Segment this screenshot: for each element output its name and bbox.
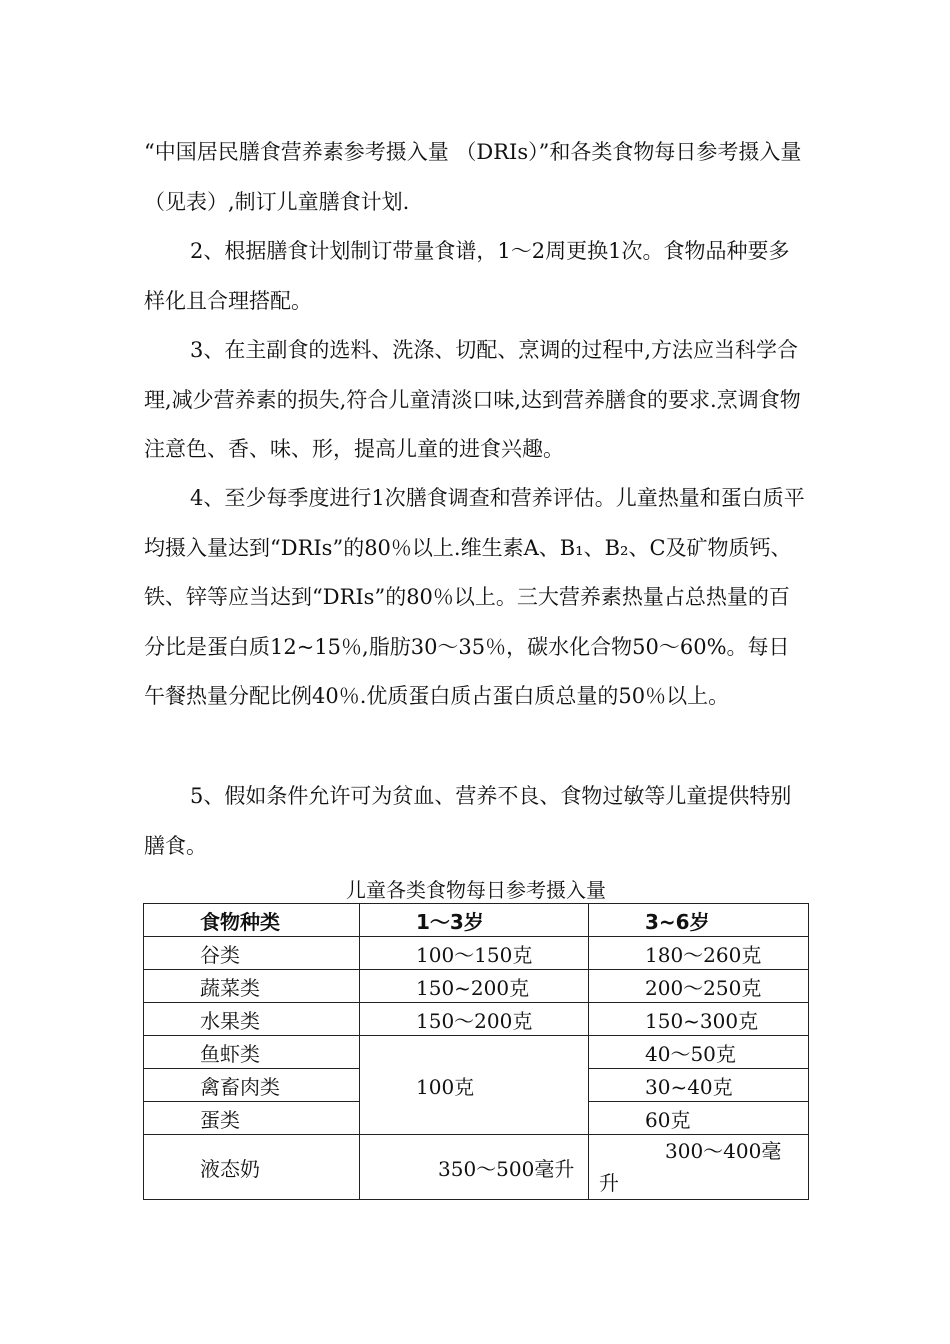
table-row — [144, 1003, 809, 1036]
table-header-row — [144, 904, 809, 937]
intake-3-6-cell: 40～50克 — [589, 1036, 809, 1069]
header-food-type: 食物种类 — [144, 904, 360, 937]
food-type-cell: 蔬菜类 — [144, 970, 360, 1003]
header-age-3-6: 3~6岁 — [589, 904, 809, 937]
intake-1-3-cell: 150～200克 — [360, 1003, 589, 1036]
paragraph-4: 4、至少每季度进行1次膳食调查和营养评估。儿童热量和蛋白质平均摄入量达到“DRIs”的80％以上.维生素A、B₁、B₂、C及矿物质钙、铁、锌等应当达到“DRIs”的80％以上。三大营养素热量占总热量的百分比是蛋白质12~15％,脂肪30～35％，碳水化合物50～60%。每日午餐热量分配比例40％.优质蛋白质占蛋白质总量的50％以上。 — [144, 486, 805, 708]
food-intake-table — [143, 903, 809, 1200]
food-type-cell: 禽畜肉类 — [144, 1069, 360, 1102]
table-row — [144, 1036, 809, 1069]
intake-1-3-cell: 350～500毫升 — [360, 1135, 589, 1200]
food-type-cell: 液态奶 — [144, 1135, 360, 1200]
intake-1-3-cell: 150~200克 — [360, 970, 589, 1003]
intake-1-3-cell: 100～150克 — [360, 937, 589, 970]
food-type-cell: 谷类 — [144, 937, 360, 970]
intake-1-3-merged-cell: 100克 — [360, 1036, 589, 1135]
intake-3-6-cell: 300～400毫升 — [589, 1135, 809, 1200]
paragraph-1: “中国居民膳食营养素参考摄入量 （DRIs）”和各类食物每日参考摄入量（见表）,制订儿童膳食计划. — [144, 140, 802, 214]
food-type-cell: 水果类 — [144, 1003, 360, 1036]
table-title: 儿童各类食物每日参考摄入量 — [346, 878, 606, 902]
table-row — [144, 1135, 809, 1200]
paragraph-3: 3、在主副食的选料、洗涤、切配、烹调的过程中,方法应当科学合理,减少营养素的损失,符合儿童清淡口味,达到营养膳食的要求.烹调食物注意色、香、味、形，提高儿童的进食兴趣。 — [144, 338, 801, 461]
table-row — [144, 970, 809, 1003]
paragraph-5: 5、假如条件允许可为贫血、营养不良、食物过敏等儿童提供特别膳食。 — [144, 784, 792, 858]
header-age-1-3: 1～3岁 — [360, 904, 589, 937]
intake-3-6-cell: 60克 — [589, 1102, 809, 1135]
food-type-cell: 鱼虾类 — [144, 1036, 360, 1069]
intake-3-6-cell: 30~40克 — [589, 1069, 809, 1102]
food-type-cell: 蛋类 — [144, 1102, 360, 1135]
intake-3-6-cell: 150~300克 — [589, 1003, 809, 1036]
table-row — [144, 937, 809, 970]
paragraph-2: 2、根据膳食计划制订带量食谱，1～2周更换1次。食物品种要多样化且合理搭配。 — [144, 239, 790, 313]
intake-3-6-cell: 200～250克 — [589, 970, 809, 1003]
intake-3-6-cell: 180～260克 — [589, 937, 809, 970]
